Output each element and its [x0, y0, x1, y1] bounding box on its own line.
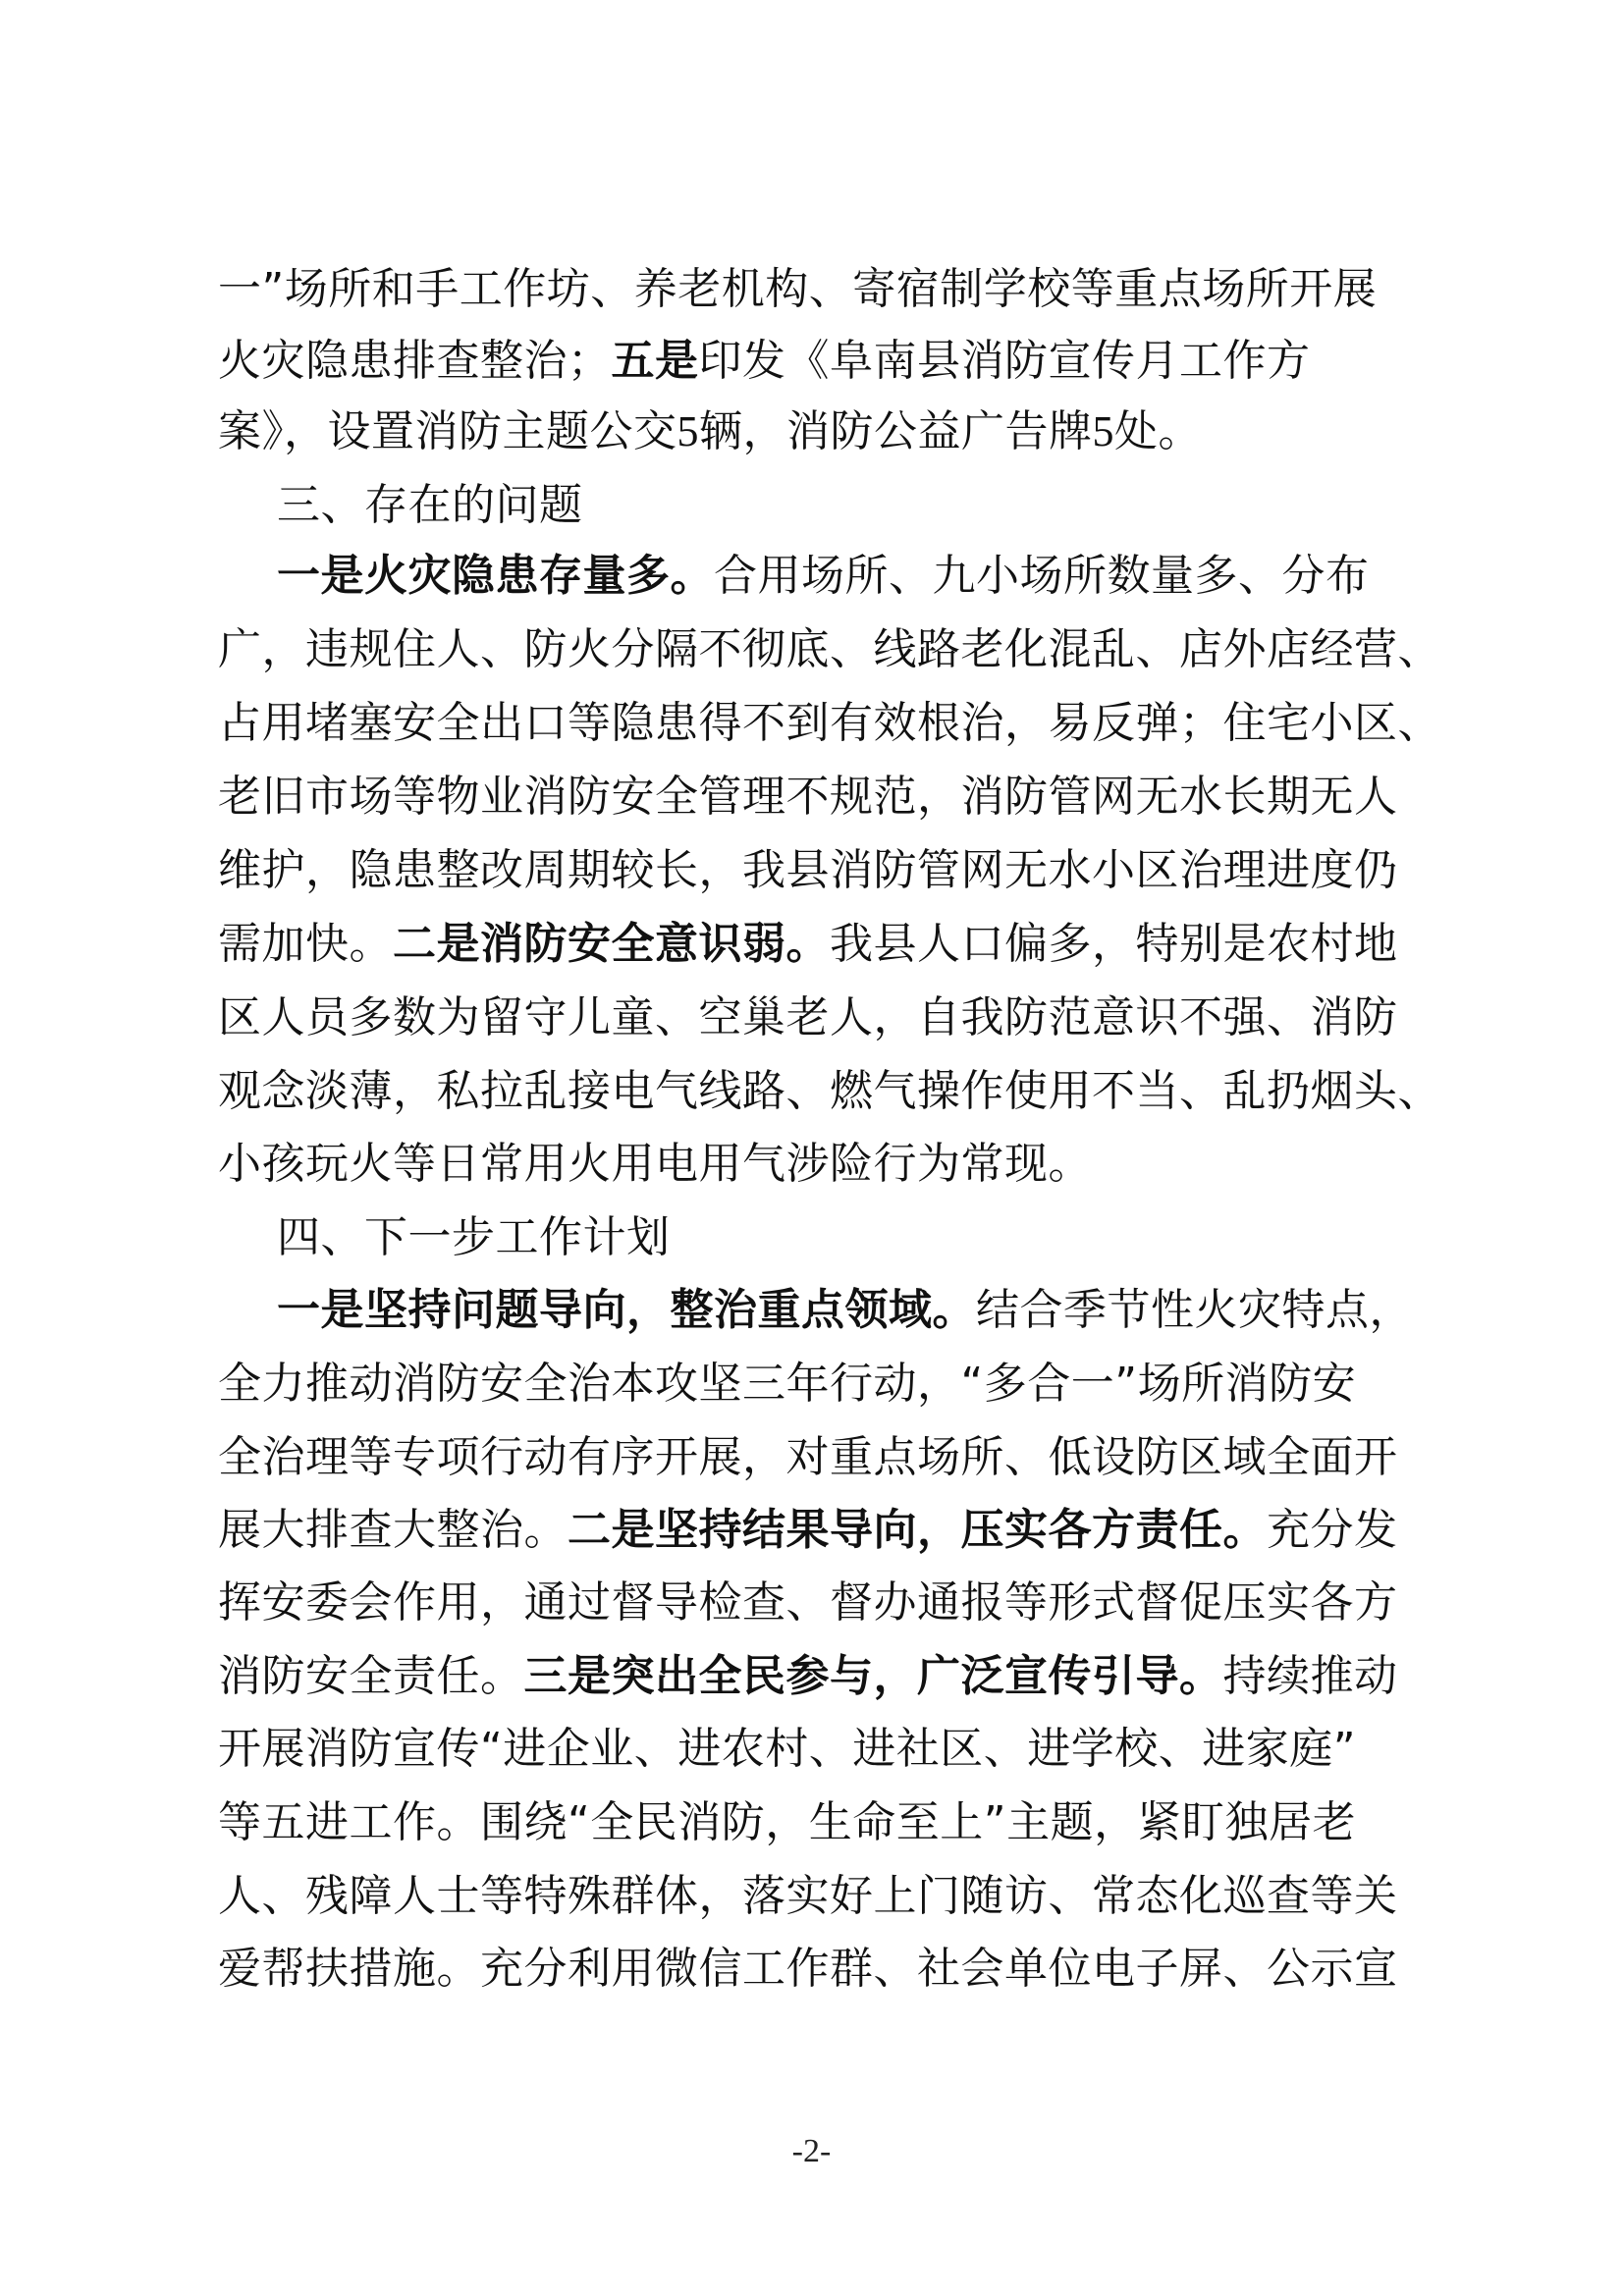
- text-line: [277, 1281, 1413, 1340]
- text-run: 老旧市场等物业消防安全管理不规范，消防管网无水长期无人: [218, 772, 1398, 822]
- bold-lead-phrase: 二是坚持结果导向，压实各方责任。: [568, 1505, 1267, 1555]
- text-line: [218, 1062, 1441, 1121]
- text-line: [218, 1574, 1398, 1632]
- text-line: [218, 1355, 1356, 1414]
- text-run: 辆，消防公益广告牌: [699, 406, 1093, 456]
- bold-lead-phrase: 一是火灾隐患存量多。: [277, 551, 714, 601]
- text-run: 我县人口偏多，特别是农村地: [830, 919, 1398, 969]
- text-line: [218, 402, 1202, 461]
- text-run: 挥安委会作用，通过督导检查、督办通报等形式督促压实各方: [218, 1577, 1398, 1628]
- text-line: [218, 694, 1441, 753]
- text-run: 5: [676, 407, 699, 455]
- text-line: [218, 1428, 1398, 1487]
- text-line: [218, 1501, 1398, 1560]
- text-line: [218, 1793, 1356, 1852]
- text-line: [218, 768, 1398, 827]
- text-run: 展大排查大整治。: [218, 1505, 568, 1555]
- text-run: 持续推动: [1222, 1651, 1398, 1701]
- text-run: 开展消防宣传“进企业、进农村、进社区、进学校、进家庭”: [218, 1724, 1357, 1774]
- text-run: 处。: [1114, 406, 1202, 456]
- text-run: 合用场所、九小场所数量多、分布: [714, 551, 1370, 601]
- text-line: [218, 988, 1398, 1047]
- text-line: [218, 1940, 1398, 1999]
- text-run: 等五进工作。围绕“全民消防，生命至上”主题，紧盯独居老: [218, 1797, 1357, 1847]
- text-line: [218, 1647, 1398, 1706]
- text-run: 需加快。: [218, 919, 393, 969]
- text-run: 案》，设置消防主题公交: [218, 406, 677, 456]
- text-line: [218, 841, 1398, 900]
- text-line: [218, 1135, 1092, 1194]
- text-run: 消防安全责任。: [218, 1651, 524, 1701]
- bold-lead-phrase: 五是: [611, 336, 699, 386]
- text-run: 全力推动消防安全治本攻坚三年行动，“多合一”场所消防安: [218, 1359, 1357, 1409]
- text-line: [218, 915, 1398, 974]
- section-heading: [277, 476, 583, 535]
- text-run: 区人员多数为留守儿童、空巢老人，自我防范意识不强、消防: [218, 992, 1398, 1042]
- text-line: [218, 260, 1377, 319]
- text-run: 火灾隐患排查整治；: [218, 336, 612, 386]
- text-run: 占用堵塞安全出口等隐患得不到有效根治，易反弹；住宅小区、: [218, 698, 1441, 748]
- text-run: 广，违规住人、防火分隔不彻底、线路老化混乱、店外店经营、: [218, 624, 1441, 674]
- text-run: 爱帮扶措施。充分利用微信工作群、社会单位电子屏、公示宣: [218, 1944, 1398, 1994]
- bold-lead-phrase: 三是突出全民参与，广泛宣传引导。: [523, 1651, 1223, 1701]
- text-run: 三、存在的问题: [277, 480, 583, 530]
- text-run: 充分发: [1267, 1505, 1398, 1555]
- text-run: 人、残障人士等特殊群体，落实好上门随访、常态化巡查等关: [218, 1871, 1398, 1921]
- section-heading: [277, 1208, 671, 1267]
- text-run: 观念淡薄，私拉乱接电气线路、燃气操作使用不当、乱扔烟头、: [218, 1066, 1441, 1116]
- text-run: 全治理等专项行动有序开展，对重点场所、低设防区域全面开: [218, 1432, 1398, 1482]
- text-run: 一”场所和手工作坊、养老机构、寄宿制学校等重点场所开展: [218, 264, 1378, 314]
- text-line: [277, 547, 1370, 606]
- bold-lead-phrase: 二是消防安全意识弱。: [393, 919, 830, 969]
- text-run: 结合季节性火灾特点，: [976, 1285, 1413, 1335]
- text-line: [218, 620, 1441, 679]
- text-run: 小孩玩火等日常用火用电用气涉险行为常现。: [218, 1139, 1092, 1189]
- text-run: 5: [1092, 407, 1114, 455]
- text-run: 印发《阜南县消防宣传月工作方: [698, 336, 1311, 386]
- page-number: -2-: [791, 2133, 832, 2169]
- text-line: [218, 332, 1311, 391]
- text-line: [218, 1867, 1398, 1926]
- text-line: [218, 1720, 1356, 1779]
- text-run: 四、下一步工作计划: [277, 1212, 671, 1262]
- bold-lead-phrase: 一是坚持问题导向，整治重点领域。: [277, 1285, 976, 1335]
- text-run: 维护，隐患整改周期较长，我县消防管网无水小区治理进度仍: [218, 845, 1398, 895]
